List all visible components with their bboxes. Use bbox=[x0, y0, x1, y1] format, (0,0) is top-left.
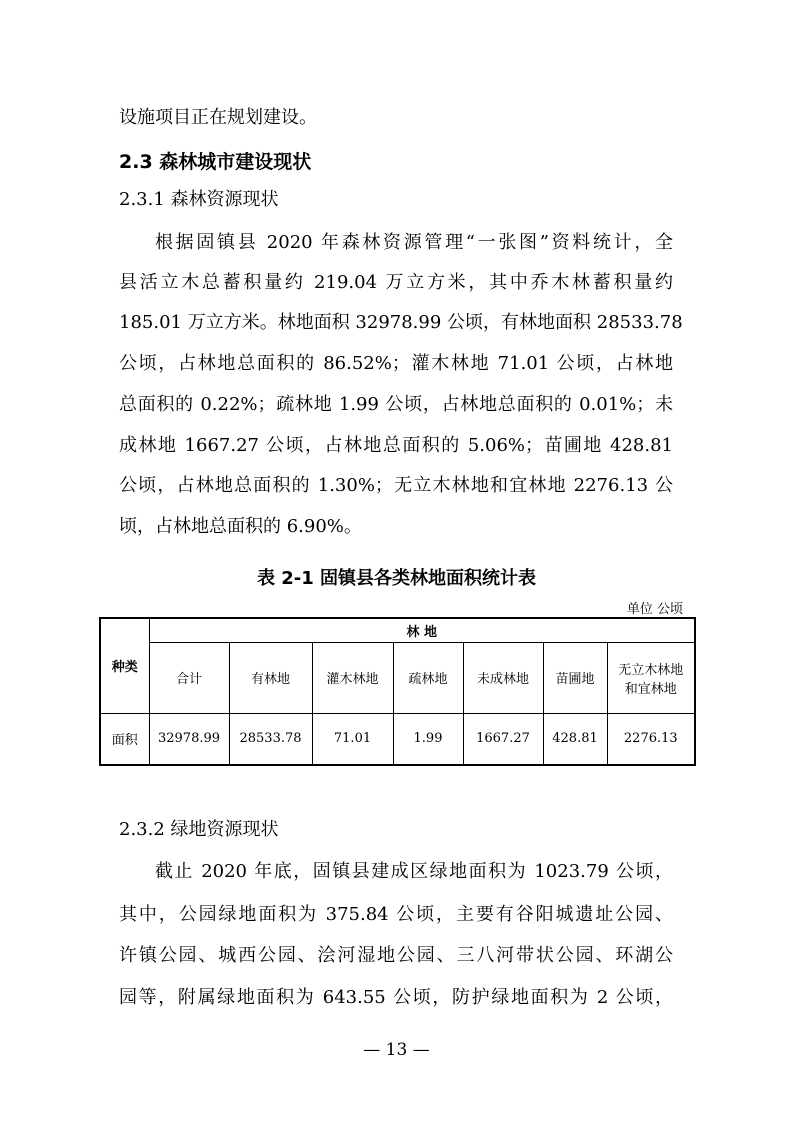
forest-area-table bbox=[99, 617, 696, 766]
section-heading: 2.3 森林城市建设现状 bbox=[119, 151, 312, 173]
table-cell: 1667.27 bbox=[463, 713, 543, 765]
paragraph-line: 公顷，占林地总面积的 86.52%；灌木林地 71.01 公顷，占林地 bbox=[119, 353, 673, 374]
subsection-heading: 2.3.1 森林资源现状 bbox=[119, 189, 279, 210]
column-header: 合计 bbox=[149, 642, 229, 713]
table-cell: 2276.13 bbox=[607, 713, 695, 765]
paragraph-line: 185.01 万立方米。林地面积 32978.99 公顷，有林地面积 28533.78 bbox=[119, 312, 683, 333]
paragraph-line: 许镇公园、城西公园、浍河湿地公园、三八河带状公园、环湖公 bbox=[119, 945, 673, 966]
column-header: 未成林地 bbox=[463, 642, 543, 713]
table-cell: 32978.99 bbox=[149, 713, 229, 765]
table-cell: 428.81 bbox=[543, 713, 607, 765]
table-cell: 71.01 bbox=[312, 713, 393, 765]
group-header: 林 地 bbox=[149, 618, 695, 642]
subsection-heading: 2.3.2 绿地资源现状 bbox=[119, 819, 279, 840]
table-cell: 1.99 bbox=[393, 713, 463, 765]
column-header: 苗圃地 bbox=[543, 642, 607, 713]
paragraph-line: 公顷，占林地总面积的 1.30%；无立木林地和宜林地 2276.13 公 bbox=[119, 475, 673, 496]
table-cell: 28533.78 bbox=[229, 713, 312, 765]
column-header: 疏林地 bbox=[393, 642, 463, 713]
paragraph-line: 截止 2020 年底，固镇县建成区绿地面积为 1023.79 公顷， bbox=[155, 861, 673, 882]
table-row bbox=[100, 713, 695, 765]
table-caption: 表 2-1 固镇县各类林地面积统计表 bbox=[256, 568, 537, 589]
paragraph-line: 成林地 1667.27 公顷，占林地总面积的 5.06%；苗圃地 428.81 bbox=[119, 435, 673, 456]
row-header: 种类 bbox=[100, 618, 149, 713]
paragraph-line: 县活立木总蓄积量约 219.04 万立方米，其中乔木林蓄积量约 bbox=[119, 272, 673, 293]
column-header: 有林地 bbox=[229, 642, 312, 713]
paragraph-line: 顷，占林地总面积的 6.90%。 bbox=[119, 516, 362, 537]
column-header-line: 无立木林地 bbox=[618, 662, 684, 678]
paragraph-line: 总面积的 0.22%；疏林地 1.99 公顷，占林地总面积的 0.01%；未 bbox=[119, 394, 673, 415]
table-unit: 单位 公顷 bbox=[626, 602, 683, 617]
column-header: 灌木林地 bbox=[312, 642, 393, 713]
paragraph-line: 园等，附属绿地面积为 643.55 公顷，防护绿地面积为 2 公顷， bbox=[119, 987, 673, 1008]
row-label: 面积 bbox=[100, 713, 149, 765]
page-number: — 13 — bbox=[363, 1040, 430, 1060]
column-header bbox=[607, 642, 695, 713]
paragraph-line: 设施项目正在规划建设。 bbox=[119, 107, 317, 128]
paragraph-line: 根据固镇县 2020 年森林资源管理“一张图”资料统计，全 bbox=[155, 232, 673, 253]
paragraph-line: 其中，公园绿地面积为 375.84 公顷，主要有谷阳城遗址公园、 bbox=[119, 904, 673, 925]
column-header-line: 和宜林地 bbox=[624, 681, 677, 697]
